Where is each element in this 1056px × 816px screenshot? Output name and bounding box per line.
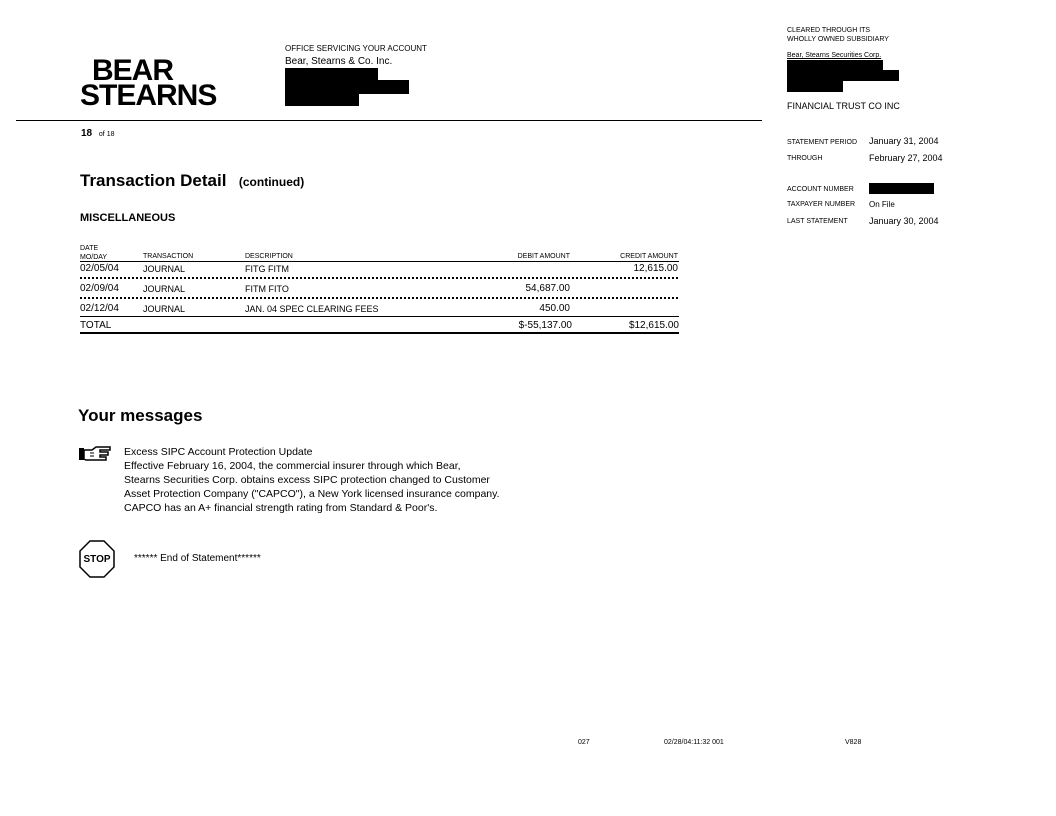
row-2-description: FITM FITO bbox=[245, 284, 289, 294]
message-line-4: Asset Protection Company ("CAPCO"), a New York licensed insurance company. bbox=[124, 488, 500, 500]
row-separator bbox=[80, 277, 678, 279]
row-2-debit: 54,687.00 bbox=[525, 283, 570, 294]
redacted-clearing-2 bbox=[787, 70, 899, 81]
row-1-description: FITG FITM bbox=[245, 264, 289, 274]
section-title: Transaction Detail bbox=[80, 171, 227, 190]
cleared-through bbox=[787, 26, 889, 44]
footer-code-1: 027 bbox=[578, 739, 590, 746]
header-rule bbox=[16, 120, 762, 121]
row-1-date: 02/05/04 bbox=[80, 263, 119, 274]
row-3-description: JAN. 04 SPEC CLEARING FEES bbox=[245, 304, 379, 314]
office-name: Bear, Stearns & Co. Inc. bbox=[285, 56, 393, 67]
cleared-line-2: WHOLLY OWNED SUBSIDIARY bbox=[787, 36, 889, 43]
stop-sign-icon bbox=[79, 540, 115, 578]
redacted-address-1 bbox=[285, 68, 378, 80]
pointing-hand-icon bbox=[78, 445, 112, 463]
message-body bbox=[124, 445, 500, 515]
header-description: DESCRIPTION bbox=[245, 253, 293, 260]
section-subtitle: MISCELLANEOUS bbox=[80, 212, 176, 224]
end-of-statement: ****** End of Statement****** bbox=[134, 553, 261, 564]
row-3-debit: 450.00 bbox=[539, 303, 570, 314]
total-rule-bottom bbox=[80, 332, 679, 334]
header-credit: CREDIT AMOUNT bbox=[620, 253, 678, 260]
footer-code-2: 02/28/04:11:32 001 bbox=[664, 739, 724, 746]
taxpayer-label: TAXPAYER NUMBER bbox=[787, 201, 856, 208]
total-debit: $-55,137.00 bbox=[518, 320, 572, 331]
account-name: FINANCIAL TRUST CO INC bbox=[787, 101, 900, 111]
table-header-rule bbox=[80, 261, 679, 262]
redacted-clearing-1 bbox=[787, 60, 883, 70]
footer-code-3: V828 bbox=[845, 739, 862, 746]
row-2-date: 02/09/04 bbox=[80, 283, 119, 294]
last-statement-value: January 30, 2004 bbox=[869, 216, 939, 226]
redacted-address-2 bbox=[285, 80, 409, 94]
period-value: January 31, 2004 bbox=[869, 136, 939, 146]
header-transaction: TRANSACTION bbox=[143, 253, 194, 260]
cleared-name: Bear, Stearns Securities Corp. bbox=[787, 52, 882, 59]
row-separator bbox=[80, 297, 678, 299]
message-line-3: Stearns Securities Corp. obtains excess SIPC protection changed to Customer bbox=[124, 474, 490, 486]
redacted-address-3 bbox=[285, 94, 359, 106]
logo-line-1: BEAR bbox=[92, 54, 174, 87]
taxpayer-value: On File bbox=[869, 200, 895, 209]
row-1-transaction: JOURNAL bbox=[143, 264, 186, 274]
page-of: of 18 bbox=[98, 131, 115, 138]
total-rule-top bbox=[80, 316, 679, 317]
redacted-account-number bbox=[869, 183, 934, 194]
redacted-clearing-3 bbox=[787, 81, 843, 92]
row-3-date: 02/12/04 bbox=[80, 303, 119, 314]
cleared-line-1: CLEARED THROUGH ITS bbox=[787, 27, 871, 34]
header-debit: DEBIT AMOUNT bbox=[517, 253, 570, 260]
row-2-transaction: JOURNAL bbox=[143, 284, 186, 294]
through-value: February 27, 2004 bbox=[869, 153, 943, 163]
message-line-5: CAPCO has an A+ financial strength rating from Standard & Poor's. bbox=[124, 502, 438, 514]
office-label: OFFICE SERVICING YOUR ACCOUNT bbox=[285, 44, 427, 53]
total-credit: $12,615.00 bbox=[628, 320, 679, 331]
header-date-top: DATE bbox=[80, 245, 99, 252]
section-continued: (continued) bbox=[238, 175, 305, 189]
account-number-label: ACCOUNT NUMBER bbox=[787, 186, 854, 193]
bear-stearns-logo bbox=[80, 54, 217, 112]
header-date-mo-day: MO/DAY bbox=[80, 254, 108, 261]
period-label: STATEMENT PERIOD bbox=[787, 139, 858, 146]
message-line-2: Effective February 16, 2004, the commercial insurer through which Bear, bbox=[124, 460, 461, 472]
row-1-credit: 12,615.00 bbox=[633, 263, 678, 274]
logo-line-2: STEARNS bbox=[80, 79, 217, 112]
row-3-transaction: JOURNAL bbox=[143, 304, 186, 314]
messages-title: Your messages bbox=[78, 406, 203, 425]
stop-label: STOP bbox=[83, 554, 111, 565]
last-statement-label: LAST STATEMENT bbox=[787, 218, 848, 225]
total-label: TOTAL bbox=[80, 320, 112, 331]
page-indicator bbox=[81, 128, 114, 139]
page-number: 18 bbox=[81, 128, 93, 139]
header-date bbox=[80, 244, 107, 262]
through-label: THROUGH bbox=[787, 155, 823, 162]
message-line-1: Excess SIPC Account Protection Update bbox=[124, 446, 313, 458]
section-title-block bbox=[80, 171, 304, 191]
